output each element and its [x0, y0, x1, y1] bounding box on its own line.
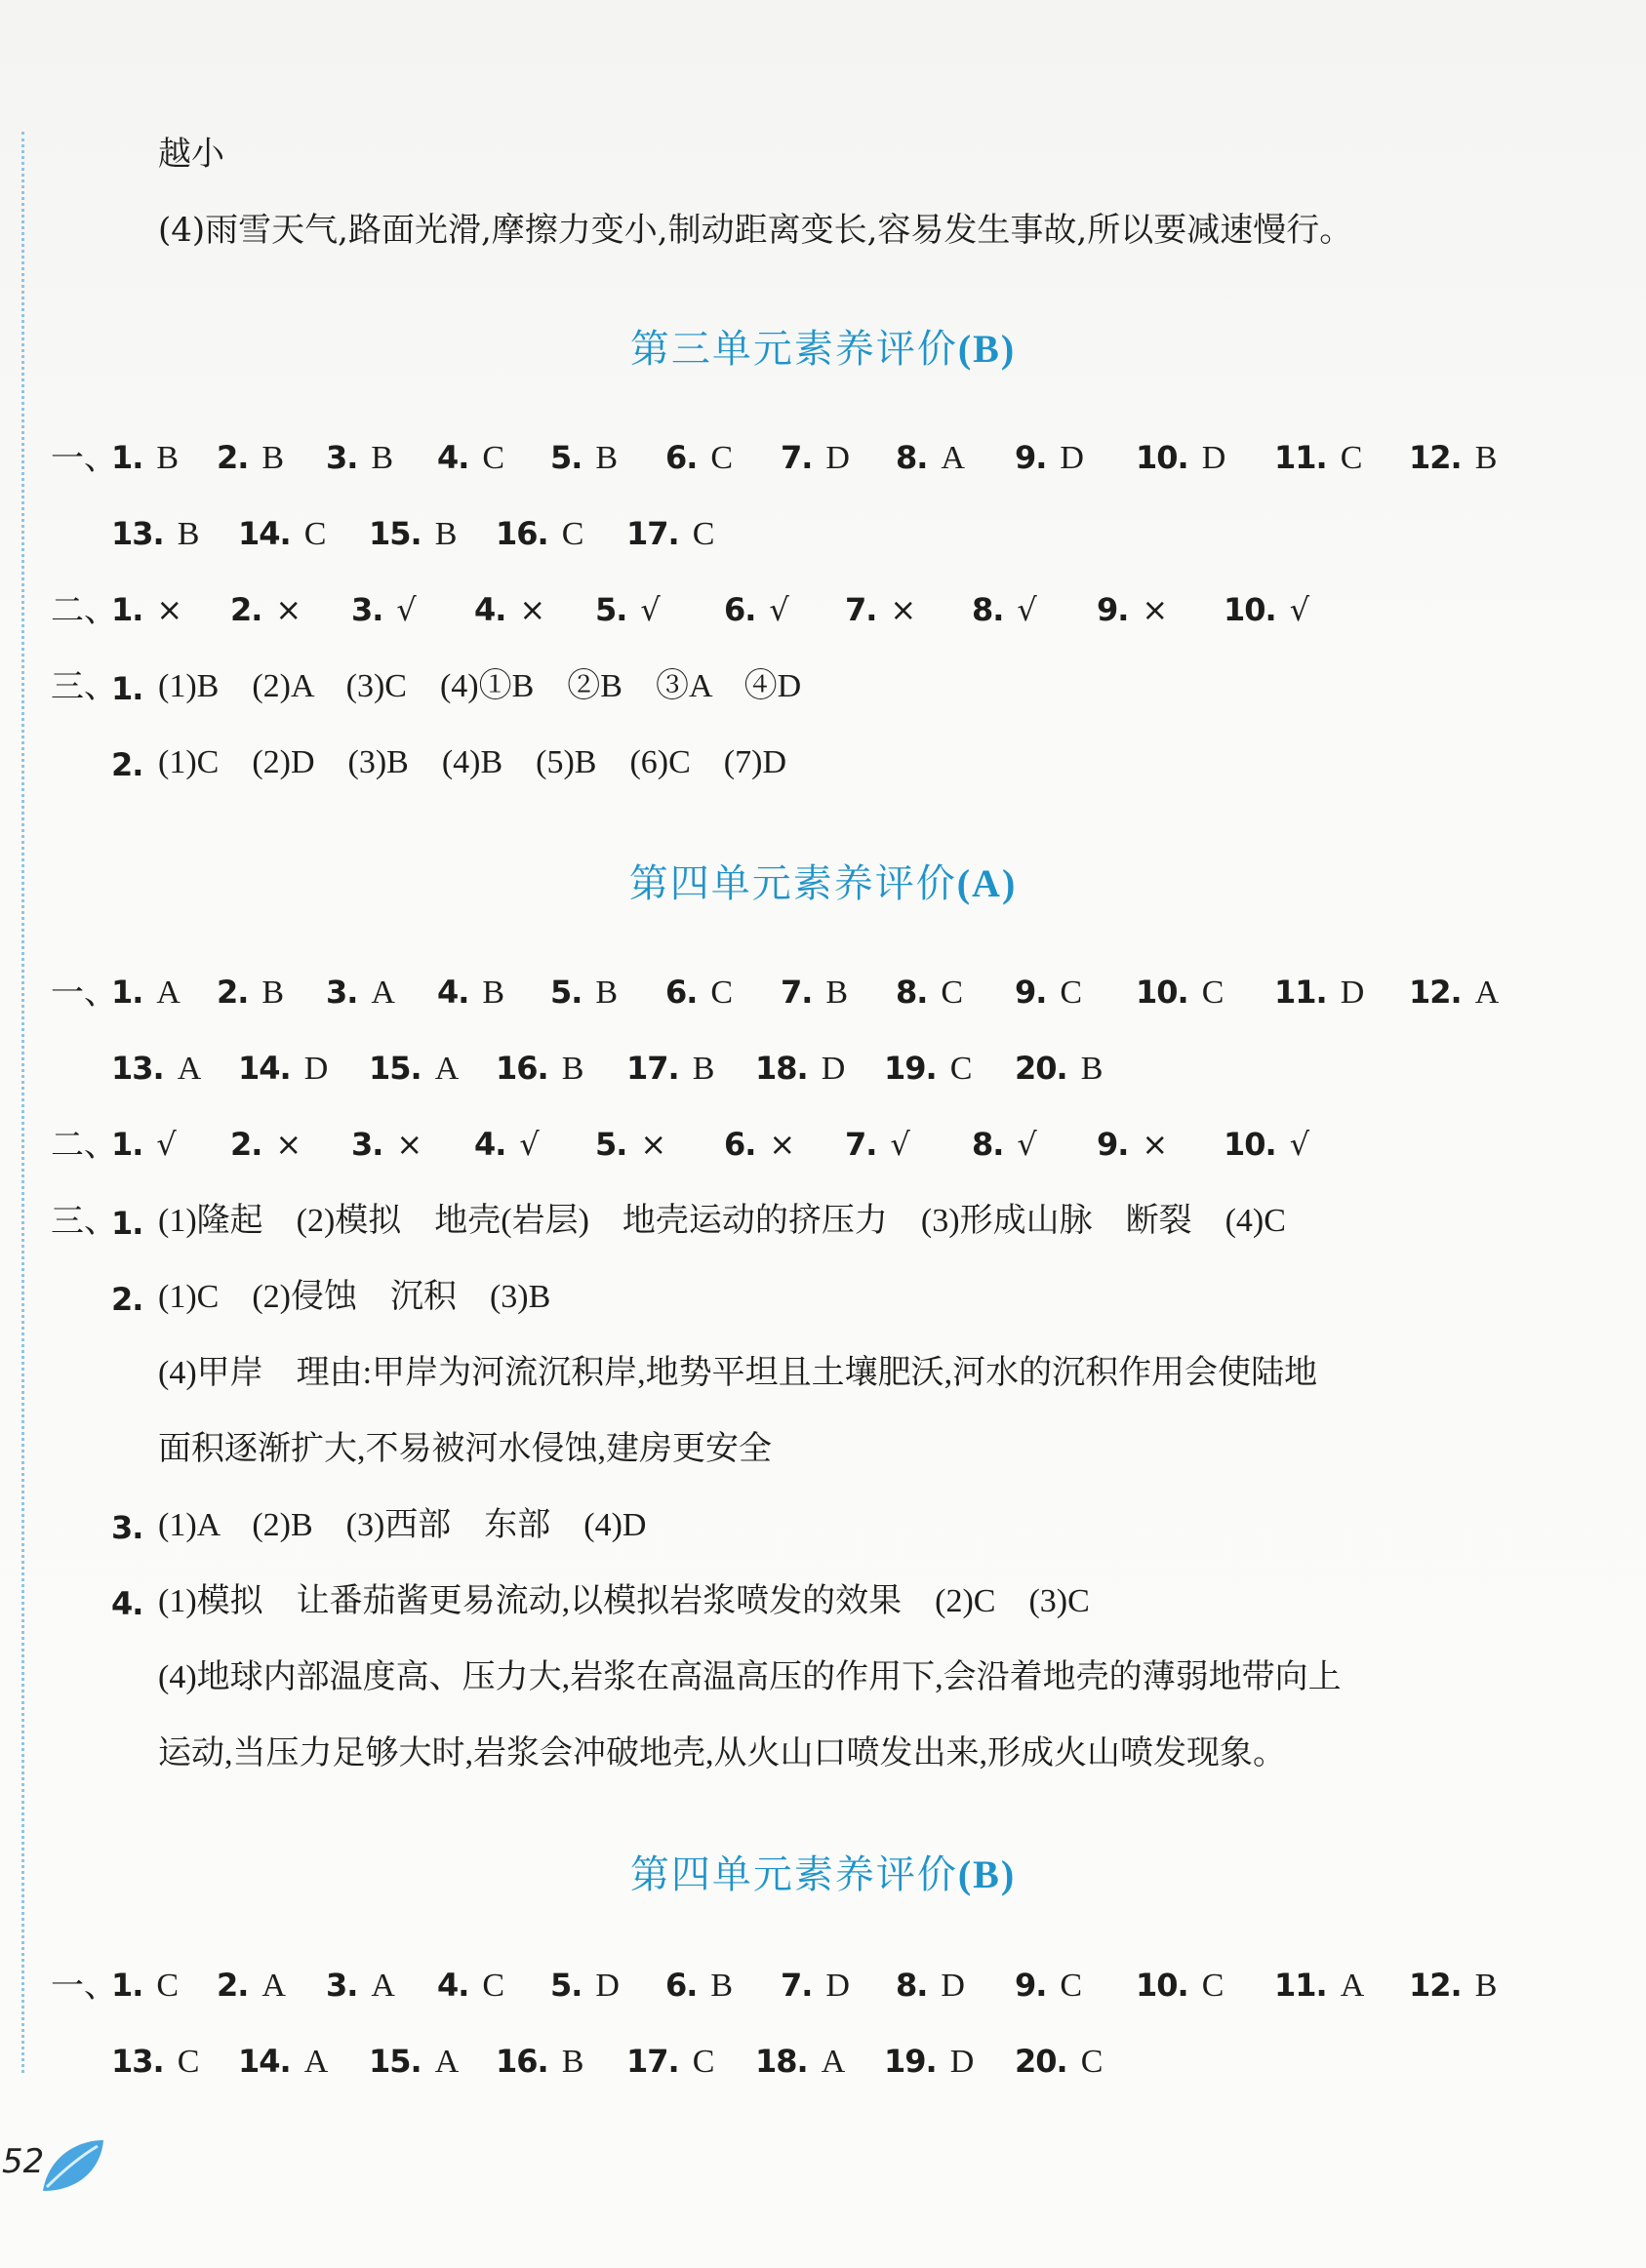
answer-value: B: [692, 1051, 715, 1087]
answer-item: [845, 591, 916, 628]
answer-item: [230, 591, 301, 628]
answer-item: [1015, 2043, 1103, 2081]
answer-value: B: [1474, 1968, 1498, 2004]
answer-value: ×: [396, 1126, 423, 1163]
question-number: 3.: [351, 591, 383, 628]
section-heading-3b: 第三单元素养评价(B): [629, 327, 1017, 372]
answer-value: ×: [275, 1126, 302, 1163]
answer-item: [437, 974, 504, 1012]
answer-value: √: [640, 591, 661, 628]
answer-item: [1136, 439, 1225, 477]
answer-item: [724, 591, 789, 628]
section-heading-4a: 第四单元素养评价(A): [628, 861, 1018, 906]
answer-item: [626, 2043, 714, 2081]
answer-value: ×: [275, 591, 302, 628]
answer-item: [665, 974, 733, 1012]
question-number: 2.: [230, 1126, 262, 1163]
answer-value: B: [1080, 1051, 1104, 1087]
question-number: 10.: [1136, 974, 1188, 1011]
answer-item: [111, 1967, 179, 2005]
answer-value: D: [303, 1051, 329, 1087]
answer-value: B: [710, 1968, 734, 2004]
answer-value: B: [371, 440, 394, 476]
answer-value: A: [434, 1051, 460, 1087]
question-number: 19.: [884, 2043, 937, 2080]
question-number: 11.: [1274, 1967, 1327, 2004]
answer-value: C: [710, 440, 734, 476]
answer-value: A: [941, 440, 965, 476]
answer-value: B: [177, 516, 200, 552]
question-number: 3.: [326, 439, 358, 476]
answer-value: A: [156, 975, 181, 1011]
question-number: 7.: [781, 1967, 813, 2004]
question-number: 7.: [845, 591, 877, 628]
answer-item: [111, 974, 181, 1012]
answer-value: √: [396, 591, 417, 628]
answer-value: D: [595, 1968, 620, 2004]
answer-item: [1224, 591, 1309, 628]
question-number: 16.: [496, 1050, 548, 1087]
answer-value: D: [941, 1968, 965, 2004]
answer-value: C: [949, 1051, 973, 1087]
answer-item: [111, 591, 182, 628]
answer-item: [111, 1050, 201, 1088]
question-number: 19.: [884, 1050, 937, 1087]
answer-value: √: [890, 1126, 910, 1163]
answer-item: [1274, 439, 1362, 477]
answer-item: [111, 515, 199, 553]
question-number: 16.: [496, 2043, 548, 2080]
answer-value: B: [595, 440, 619, 476]
question-number: 8.: [896, 974, 928, 1011]
answer-value: A: [261, 1968, 286, 2004]
answer-value: C: [1060, 975, 1083, 1011]
question-number: 5.: [550, 1967, 582, 2004]
answer-value: √: [1017, 1126, 1037, 1163]
answer-item: [111, 1126, 177, 1163]
answer-value: B: [561, 2044, 584, 2080]
answer-item: [1224, 1126, 1309, 1163]
question-number: 5.: [595, 591, 627, 628]
answer-value: ×: [769, 1126, 796, 1163]
question-number: 2.: [217, 974, 249, 1011]
question-number: 13.: [111, 515, 164, 552]
answer-item: [972, 591, 1037, 628]
question-number: 9.: [1015, 1967, 1047, 2004]
answer-item: [238, 1050, 328, 1088]
answer-item: [665, 1967, 733, 2005]
answer-item: [896, 1967, 965, 2005]
answer-item: [230, 1126, 301, 1163]
answer-item: [326, 974, 395, 1012]
question-number: 12.: [1409, 439, 1462, 476]
question-number: 10.: [1136, 439, 1188, 476]
answer-item: [1409, 1967, 1497, 2005]
question-number: 4.: [437, 1967, 469, 2004]
question-number: 10.: [1224, 1126, 1276, 1163]
answer-value: √: [1289, 1126, 1310, 1163]
question-number: 3.: [326, 974, 358, 1011]
answer-value: B: [595, 975, 619, 1011]
answer-item: [369, 2043, 459, 2081]
answer-item: [1136, 974, 1224, 1012]
question-number: 4.: [474, 1126, 506, 1163]
answer-item: [326, 1967, 395, 2005]
question-number: 6.: [665, 439, 698, 476]
answer-item: [781, 1967, 850, 2005]
question-number: 18.: [755, 2043, 808, 2080]
answer-value: D: [821, 1051, 846, 1087]
answer-value: D: [825, 440, 850, 476]
question-number: 6.: [665, 1967, 698, 2004]
answer-value: C: [710, 975, 734, 1011]
answer-item: [845, 1126, 910, 1163]
answer-item: [496, 515, 583, 553]
margin-dotted-rule: [21, 132, 24, 2073]
answer-item: [437, 439, 504, 477]
question-number: 8.: [972, 591, 1004, 628]
answer-value: C: [1201, 975, 1224, 1011]
question-number: 8.: [972, 1126, 1004, 1163]
answer-item: [1015, 1050, 1103, 1088]
question-number: 3.: [351, 1126, 383, 1163]
answer-item: [1274, 1967, 1364, 2005]
answer-value: B: [261, 440, 285, 476]
answer-item: [496, 2043, 583, 2081]
question-number: 13.: [111, 2043, 164, 2080]
answer-value: D: [949, 2044, 975, 2080]
question-number: 4.: [437, 439, 469, 476]
answer-item: [217, 1967, 286, 2005]
question-number: 9.: [1015, 974, 1047, 1011]
answer-item: [238, 515, 326, 553]
answer-value: C: [482, 1968, 505, 2004]
answer-value: B: [156, 440, 180, 476]
answer-item: [217, 974, 284, 1012]
answer-item: [884, 2043, 974, 2081]
answer-item: [1097, 1126, 1168, 1163]
question-number: 4.: [437, 974, 469, 1011]
answer-item: [474, 1126, 540, 1163]
question-number: 20.: [1015, 2043, 1067, 2080]
answer-item: [595, 1126, 666, 1163]
question-number: 2.: [217, 439, 249, 476]
answer-value: A: [177, 1051, 202, 1087]
answer-item: [1015, 1967, 1082, 2005]
question-number: 15.: [369, 515, 422, 552]
answer-value: A: [1340, 1968, 1365, 2004]
page-number: 52: [2, 2142, 45, 2181]
answer-value: C: [1340, 440, 1363, 476]
question-number: 1.: [111, 1126, 143, 1163]
answer-item: [1015, 974, 1082, 1012]
answer-item: [111, 2043, 199, 2081]
answer-value: C: [692, 2044, 715, 2080]
answer-item: [896, 974, 963, 1012]
answer-item: [111, 439, 179, 477]
answer-value: D: [825, 1968, 850, 2004]
answer-item: [1097, 591, 1168, 628]
answer-item: [724, 1126, 795, 1163]
answer-item: [369, 515, 457, 553]
answer-value: C: [561, 516, 584, 552]
answer-item: [1274, 974, 1364, 1012]
answer-item: [595, 591, 661, 628]
question-number: 9.: [1097, 1126, 1129, 1163]
question-number: 6.: [665, 974, 698, 1011]
answer-item: [1136, 1967, 1224, 2005]
answer-item: [626, 1050, 714, 1088]
question-number: 17.: [626, 515, 679, 552]
question-number: 20.: [1015, 1050, 1067, 1087]
answer-value: C: [1201, 1968, 1224, 2004]
answer-value: A: [434, 2044, 460, 2080]
question-number: 17.: [626, 2043, 679, 2080]
question-number: 1.: [111, 439, 143, 476]
question-number: 9.: [1097, 591, 1129, 628]
question-number: 7.: [781, 439, 813, 476]
question-number: 12.: [1409, 974, 1462, 1011]
leaf-icon: [39, 2136, 107, 2195]
answer-item: [369, 1050, 459, 1088]
answer-value: D: [1060, 440, 1084, 476]
answer-value: D: [1340, 975, 1365, 1011]
question-number: 8.: [896, 1967, 928, 2004]
answer-value: ×: [1142, 1126, 1169, 1163]
answer-item: [781, 439, 850, 477]
answer-value: √: [519, 1126, 540, 1163]
answer-value: √: [156, 1126, 177, 1163]
question-number: 10.: [1224, 591, 1276, 628]
question-number: 9.: [1015, 439, 1047, 476]
answer-item: [884, 1050, 972, 1088]
question-number: 6.: [724, 591, 756, 628]
answer-item: [626, 515, 714, 553]
answer-item: [474, 591, 545, 628]
question-number: 17.: [626, 1050, 679, 1087]
question-number: 6.: [724, 1126, 756, 1163]
answer-item: [326, 439, 393, 477]
answer-value: B: [482, 975, 505, 1011]
answer-value: D: [1201, 440, 1226, 476]
question-number: 8.: [896, 439, 928, 476]
section-heading-4b: 第四单元素养评价(B): [629, 1852, 1017, 1897]
answer-item: [665, 439, 733, 477]
answer-page: 越小 (4)雨雪天气,路面光滑,摩擦力变小,制动距离变长,容易发生事故,所以要减速慢行。 第三单元素养评价(B) 一、 1. B 2. B 3. B 4. C 5. B 6. C 7. D 8. A 9. D 10. D 11. C 12. B 13. B 14. C 15. B 16. C 17. C 二、 1. × 2. × 3. √ 4. × 5. √ 6. √ 7. × 8. √ 9. × 10. √ 三、 1. (1)B (2)A (3)C (4)①B ②B ③A ④D 2. (1)C (2)D (3)B (4)B (5)B (6)C (7)D 第四单元素养评价(A) 一、 1. A 2. B 3. A 4. B 5. B 6. C 7. B 8. C 9. C 10. C 11. D 12. A 13. A 14. D 15. A 16. B 17. B 18. D 19. C 20. B 二、 1. √ 2. × 3. × 4. √ 5. × 6. × 7. √ 8. √ 9. × 10. √ 三、 1. (1)隆起 (2)模拟 地壳(岩层) 地壳运动的挤压力 (3)形成山脉 断裂 (4)C 2. (1)C (2)侵蚀 沉积 (3)B (4)甲岸 理由:甲岸为河流沉积岸,地势平坦且土壤肥沃,河水的沉积作用会使陆地 面积逐渐扩大,不易被河水侵蚀,建房更安全 3. (1)A (2)B (3)西部 东部 (4)D 4. (1)模拟 让番茄酱更易流动,以模拟岩浆喷发的效果 (2)C (3)C (4)地球内部温度高、压力大,岩浆在高温高压的作用下,会沿着地壳的薄弱地带向上 运动,当压力足够大时,岩浆会冲破地壳,从火山口喷发出来,形成火山喷发现象。 第四单元素养评价(B) 一、 1. C 2. A 3. A 4. C 5. D 6. B 7. D 8. D 9. C 10. C 11. A 12. B 13. C 14. A 15. A 16. B 17. C 18. A 19. D 20. C 52: [0, 0, 1646, 2268]
answer-item: [550, 1967, 620, 2005]
answer-item: [496, 1050, 583, 1088]
answer-value: C: [692, 516, 715, 552]
answer-value: A: [371, 975, 395, 1011]
question-number: 2.: [230, 591, 262, 628]
answer-item: [1409, 439, 1497, 477]
question-number: 18.: [755, 1050, 808, 1087]
answer-value: A: [303, 2044, 329, 2080]
question-number: 7.: [845, 1126, 877, 1163]
answer-value: B: [261, 975, 285, 1011]
question-number: 15.: [369, 1050, 422, 1087]
answer-value: C: [941, 975, 964, 1011]
answer-value: A: [821, 2044, 846, 2080]
answer-value: B: [434, 516, 458, 552]
question-number: 10.: [1136, 1967, 1188, 2004]
question-number: 12.: [1409, 1967, 1462, 2004]
answer-value: ×: [890, 591, 917, 628]
answer-item: [1015, 439, 1084, 477]
answer-item: [217, 439, 284, 477]
question-number: 14.: [238, 515, 291, 552]
continued-answer-line: 越小: [158, 135, 224, 174]
answer-value: B: [1474, 440, 1498, 476]
question-number: 1.: [111, 1967, 143, 2004]
question-number: 14.: [238, 2043, 291, 2080]
answer-value: ×: [156, 591, 183, 628]
question-number: 14.: [238, 1050, 291, 1087]
question-number: 5.: [550, 439, 582, 476]
answer-value: ×: [519, 591, 546, 628]
answer-value: C: [177, 2044, 200, 2080]
answer-value: ×: [640, 1126, 667, 1163]
answer-item: [437, 1967, 504, 2005]
question-number: 11.: [1274, 974, 1327, 1011]
answer-value: A: [371, 1968, 395, 2004]
answer-item: [755, 1050, 845, 1088]
question-number: 5.: [595, 1126, 627, 1163]
answer-value: √: [1289, 591, 1310, 628]
question-number: 4.: [474, 591, 506, 628]
answer-item: [972, 1126, 1037, 1163]
answer-item: [1409, 974, 1499, 1012]
question-number: 1.: [111, 591, 143, 628]
answer-value: C: [482, 440, 505, 476]
answer-item: [238, 2043, 328, 2081]
question-number: 16.: [496, 515, 548, 552]
answer-value: C: [303, 516, 327, 552]
question-number: 13.: [111, 1050, 164, 1087]
answer-value: ×: [1142, 591, 1169, 628]
answer-item: [550, 974, 618, 1012]
question-number: 3.: [326, 1967, 358, 2004]
answer-value: C: [1060, 1968, 1083, 2004]
answer-line-4: (4)雨雪天气,路面光滑,摩擦力变小,制动距离变长,容易发生事故,所以要减速慢行。: [158, 211, 1353, 250]
answer-item: [351, 591, 417, 628]
question-number: 1.: [111, 974, 143, 1011]
answer-value: B: [825, 975, 849, 1011]
answer-value: C: [1080, 2044, 1104, 2080]
question-number: 15.: [369, 2043, 422, 2080]
answer-value: √: [769, 591, 789, 628]
answer-item: [755, 2043, 845, 2081]
answer-value: B: [561, 1051, 584, 1087]
answer-item: [896, 439, 965, 477]
question-number: 2.: [217, 1967, 249, 2004]
answer-value: C: [156, 1968, 180, 2004]
question-number: 5.: [550, 974, 582, 1011]
answer-item: [550, 439, 618, 477]
answer-item: [351, 1126, 422, 1163]
answer-item: [781, 974, 848, 1012]
answer-value: √: [1017, 591, 1037, 628]
question-number: 7.: [781, 974, 813, 1011]
answer-value: A: [1474, 975, 1500, 1011]
question-number: 11.: [1274, 439, 1327, 476]
